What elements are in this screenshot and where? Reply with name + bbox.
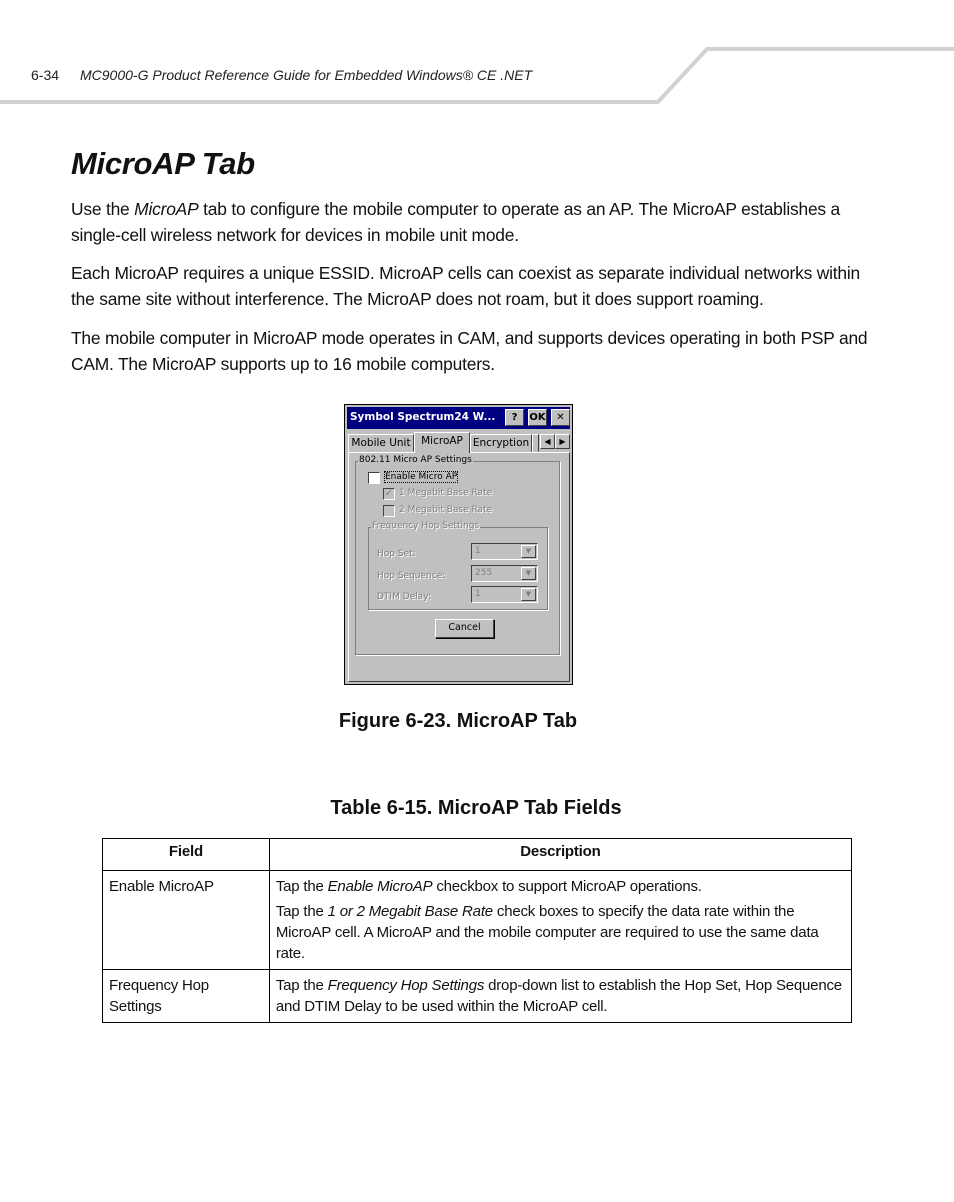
header-rule (0, 100, 658, 104)
figure-caption: Figure 6-23. MicroAP Tab (338, 710, 578, 732)
dialog-titlebar (347, 407, 570, 429)
hop-sequence-select[interactable] (471, 565, 538, 582)
chevron-down-icon: ▼ (521, 545, 536, 558)
description-line: Tap the 1 or 2 Megabit Base Rate check boxes to specify the data rate within the MicroAP cell. A MicroAP and the mobile computer are required to use the same data rate. (275, 903, 819, 962)
dtim-delay-value: 1 (475, 589, 481, 599)
paragraph-2: Each MicroAP requires a unique ESSID. MicroAP cells can coexist as separate individual networks within the same site without interference. The MicroAP does not roam, but it does support roaming. (71, 263, 860, 309)
enable-micro-ap-checkbox[interactable] (368, 472, 380, 484)
frequency-hop-group (368, 521, 548, 610)
dtim-delay-select[interactable] (471, 586, 538, 603)
field-cell: Frequency Hop Settings (103, 970, 270, 1023)
hop-set-label: Hop Set: (377, 549, 416, 559)
description-cell (269, 970, 851, 1023)
rate2-checkbox[interactable] (383, 505, 395, 517)
hop-set-select[interactable] (471, 543, 538, 560)
help-button[interactable]: ? (505, 409, 524, 426)
table-row (103, 970, 852, 1023)
tab-microap[interactable]: MicroAP (414, 432, 470, 453)
tab-mobile-unit[interactable]: Mobile Unit (348, 434, 414, 452)
document-title: MC9000-G Product Reference Guide for Embedded Windows® CE .NET (80, 67, 533, 83)
hop-sequence-label: Hop Sequence: (377, 571, 446, 581)
dialog-title: Symbol Spectrum24 W... (350, 411, 496, 423)
description-cell (269, 871, 851, 970)
micro-ap-settings-group (355, 455, 560, 655)
frequency-hop-title: Frequency Hop Settings (372, 521, 480, 531)
microap-fields-table (102, 838, 852, 1023)
section-title: MicroAP Tab (71, 146, 255, 181)
micro-ap-settings-title: 802.11 Micro AP Settings (359, 455, 472, 465)
enable-micro-ap-label: Enable Micro AP (385, 472, 458, 482)
paragraph-1: Use the MicroAP tab to configure the mobile computer to operate as an AP. The MicroAP establishes a single-cell wireless network for devices in mobile unit mode. (71, 199, 841, 245)
description-line: Tap the Frequency Hop Settings drop-down list to establish the Hop Set, Hop Sequence and DTIM Delay to be used within the MicroAP cell. (275, 977, 842, 1015)
tab-scroll-left-icon[interactable]: ◀ (540, 434, 555, 449)
table-caption: Table 6-15. MicroAP Tab Fields (330, 797, 622, 819)
hop-set-value: 1 (475, 546, 481, 556)
tab-panel (348, 452, 570, 682)
paragraph-3: The mobile computer in MicroAP mode operates in CAM, and supports devices operating in both PSP and CAM. The MicroAP supports up to 16 mobile computers. (71, 328, 868, 374)
rate1-label: 1 Megabit Base Rate (399, 488, 493, 498)
tab-encryption[interactable]: Encryption (470, 434, 532, 452)
column-header-description: Description (269, 839, 851, 871)
microap-dialog-screenshot (344, 404, 573, 685)
hop-sequence-value: 255 (475, 568, 493, 578)
tab-scroll-right-icon[interactable]: ▶ (555, 434, 570, 449)
chevron-down-icon: ▼ (521, 567, 536, 580)
page-number: 6-34 (31, 67, 60, 83)
column-header-field: Field (103, 839, 270, 871)
field-cell: Enable MicroAP (103, 871, 270, 970)
rate2-label: 2 Megabit Base Rate (399, 505, 493, 515)
table-row (103, 871, 852, 970)
chevron-down-icon: ▼ (521, 588, 536, 601)
ok-button[interactable]: OK (528, 409, 547, 426)
table-header-row (103, 839, 852, 871)
dtim-delay-label: DTIM Delay: (377, 592, 431, 602)
description-line: Tap the Enable MicroAP checkbox to support MicroAP operations. (275, 878, 702, 895)
close-button[interactable]: ✕ (551, 409, 570, 426)
header-rule-slant (654, 47, 710, 105)
header-rule-top (706, 47, 954, 51)
cancel-button[interactable]: Cancel (435, 619, 494, 638)
tab-overflow (532, 434, 539, 452)
rate1-checkbox[interactable]: ✓ (384, 488, 394, 499)
